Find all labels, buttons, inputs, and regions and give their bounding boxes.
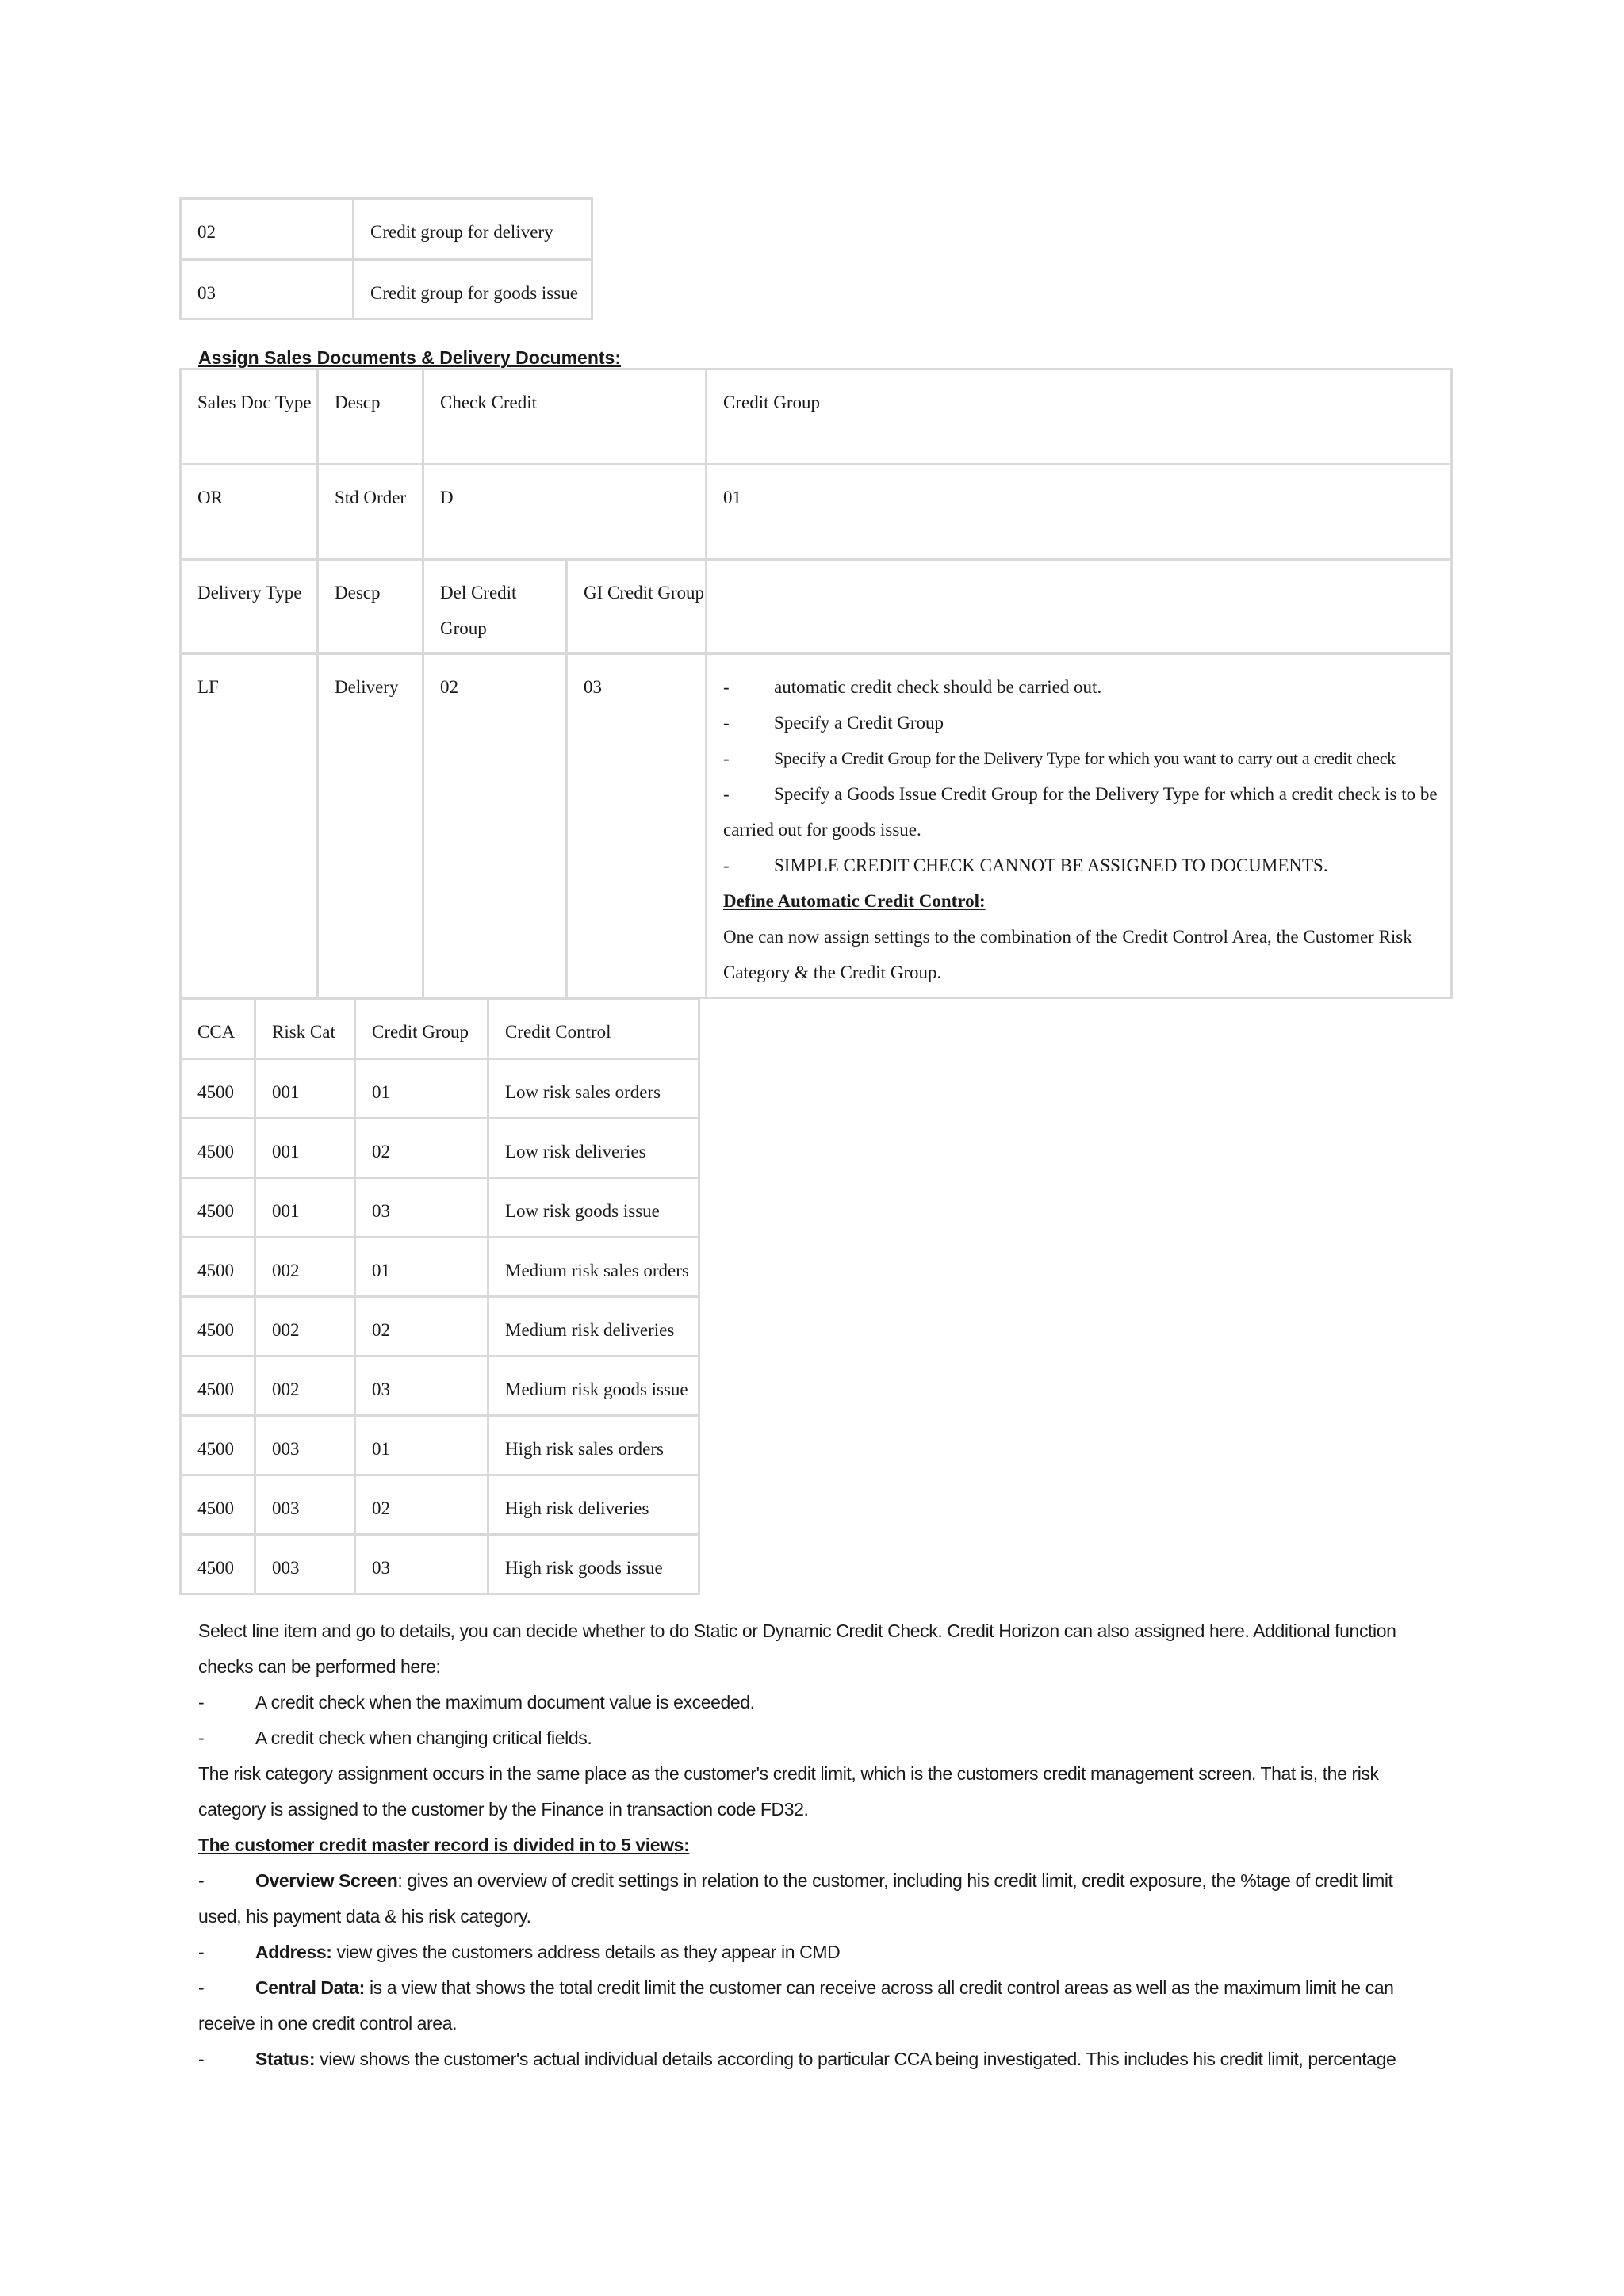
credit-control-table [179, 997, 700, 1595]
list-item: - Specify a Credit Group [723, 713, 944, 733]
table-row [181, 1475, 699, 1535]
notes-cell [707, 654, 1452, 998]
table-cell: 002 [255, 1357, 355, 1416]
table-cell: 01 [355, 1416, 488, 1475]
table-cell: 03 [355, 1535, 488, 1594]
view-item-status: - Status: view shows the customer's actual individual details according to particular CCA being investigated. This includes his credit limit, percentage [198, 2049, 1396, 2069]
list-item-continuation: carried out for goods issue. [723, 820, 921, 840]
table-cell: 4500 [181, 1297, 255, 1357]
credit-group-table [179, 197, 593, 320]
table-cell: 001 [255, 1178, 355, 1238]
table-cell: High risk goods issue [488, 1535, 699, 1594]
table-cell: Low risk deliveries [488, 1119, 699, 1178]
table-row [181, 1119, 699, 1178]
table-header: Credit Group [355, 999, 488, 1059]
table-cell: 001 [255, 1119, 355, 1178]
table-cell: 002 [255, 1297, 355, 1357]
table-cell: 003 [255, 1535, 355, 1594]
table-cell: 02 [423, 654, 567, 998]
table-cell: 4500 [181, 1475, 255, 1535]
table-row [181, 1416, 699, 1475]
table-cell: Credit group for delivery [354, 199, 592, 260]
table-cell: Sales Doc Type [181, 369, 318, 465]
table-cell: High risk sales orders [488, 1416, 699, 1475]
table-cell: 03 [355, 1178, 488, 1238]
table-cell: 03 [355, 1357, 488, 1416]
view-item-central-data: - Central Data: is a view that shows the total credit limit the customer can receive across all credit control areas as well as the maximum limit he can receive in one credit control area. [198, 1977, 1394, 2034]
table-row [181, 999, 699, 1059]
view-item-address: - Address: view gives the customers address details as they appear in CMD [198, 1942, 841, 1962]
table-cell: 001 [255, 1059, 355, 1119]
table-header: CCA [181, 999, 255, 1059]
table-cell: Descp [318, 369, 423, 465]
table-row [181, 1535, 699, 1594]
table-cell: High risk deliveries [488, 1475, 699, 1535]
table-cell: 4500 [181, 1238, 255, 1297]
list-item: - Specify a Credit Group for the Delivery Type for which you want to carry out a credit check [723, 748, 1396, 768]
table-cell: 4500 [181, 1178, 255, 1238]
section-heading: Assign Sales Documents & Delivery Documents: [198, 347, 621, 368]
table-cell: OR [181, 465, 318, 560]
table-row [181, 465, 1452, 560]
table-row [181, 560, 1452, 654]
table-cell: 01 [355, 1059, 488, 1119]
table-cell: LF [181, 654, 318, 998]
list-item: - A credit check when the maximum document value is exceeded. [198, 1692, 755, 1712]
table-cell: 4500 [181, 1059, 255, 1119]
table-row [181, 1238, 699, 1297]
table-cell: Medium risk sales orders [488, 1238, 699, 1297]
table-row [181, 1297, 699, 1357]
table-cell: 02 [355, 1297, 488, 1357]
table-row [181, 654, 1452, 998]
define-text: One can now assign settings to the combination of the Credit Control Area, the Customer Risk Category & the Credit Group. [723, 927, 1412, 982]
table-cell: 01 [355, 1238, 488, 1297]
table-row [181, 1059, 699, 1119]
list-item: - SIMPLE CREDIT CHECK CANNOT BE ASSIGNED TO DOCUMENTS. [723, 855, 1328, 875]
table-cell: Credit group for goods issue [354, 260, 592, 320]
table-cell: Del Credit Group [423, 560, 567, 654]
table-row [181, 369, 1452, 465]
table-cell: Credit Group [707, 369, 1452, 465]
table-cell: 4500 [181, 1535, 255, 1594]
table-row [181, 1357, 699, 1416]
table-cell: 4500 [181, 1357, 255, 1416]
view-item-overview: - Overview Screen: gives an overview of credit settings in relation to the customer, including his credit limit, credit exposure, the %tage of credit limit used, his payment data & his risk category. [198, 1870, 1393, 1927]
table-cell: 003 [255, 1416, 355, 1475]
table-cell: Check Credit [423, 369, 707, 465]
table-cell: 002 [255, 1238, 355, 1297]
table-cell: 02 [181, 199, 354, 260]
table-cell: Std Order [318, 465, 423, 560]
table-cell: GI Credit Group [567, 560, 707, 654]
define-heading: Define Automatic Credit Control: [723, 891, 986, 911]
table-cell [707, 560, 1452, 654]
views-heading: The customer credit master record is divided in to 5 views: [198, 1835, 690, 1855]
table-cell: 02 [355, 1475, 488, 1535]
table-cell: 01 [707, 465, 1452, 560]
table-cell: Low risk goods issue [488, 1178, 699, 1238]
table-cell: Delivery [318, 654, 423, 998]
table-cell: D [423, 465, 707, 560]
table-cell: 03 [181, 260, 354, 320]
paragraph: Select line item and go to details, you can decide whether to do Static or Dynamic Credit Check. Credit Horizon can also assigned here. Additional function checks can be performed here: [198, 1621, 1396, 1677]
table-cell: Descp [318, 560, 423, 654]
table-cell: 02 [355, 1119, 488, 1178]
table-cell: Delivery Type [181, 560, 318, 654]
list-item: - Specify a Goods Issue Credit Group for the Delivery Type for which a credit check is to be [723, 784, 1438, 804]
table-header: Credit Control [488, 999, 699, 1059]
table-row [181, 260, 592, 320]
body-text [198, 1613, 1435, 2077]
list-item: - automatic credit check should be carried out. [723, 677, 1102, 697]
table-cell: 003 [255, 1475, 355, 1535]
table-cell: Low risk sales orders [488, 1059, 699, 1119]
table-cell: 4500 [181, 1119, 255, 1178]
table-header: Risk Cat [255, 999, 355, 1059]
table-cell: 03 [567, 654, 707, 998]
table-cell: Medium risk deliveries [488, 1297, 699, 1357]
paragraph: The risk category assignment occurs in the same place as the customer's credit limit, which is the customers credit management screen. That is, the risk category is assigned to the customer by the Finance in transaction code FD32. [198, 1763, 1379, 1820]
list-item: - A credit check when changing critical fields. [198, 1728, 592, 1748]
table-cell: Medium risk goods issue [488, 1357, 699, 1416]
table-cell: 4500 [181, 1416, 255, 1475]
table-row [181, 199, 592, 260]
table-row [181, 1178, 699, 1238]
document-assignment-table [179, 368, 1453, 999]
